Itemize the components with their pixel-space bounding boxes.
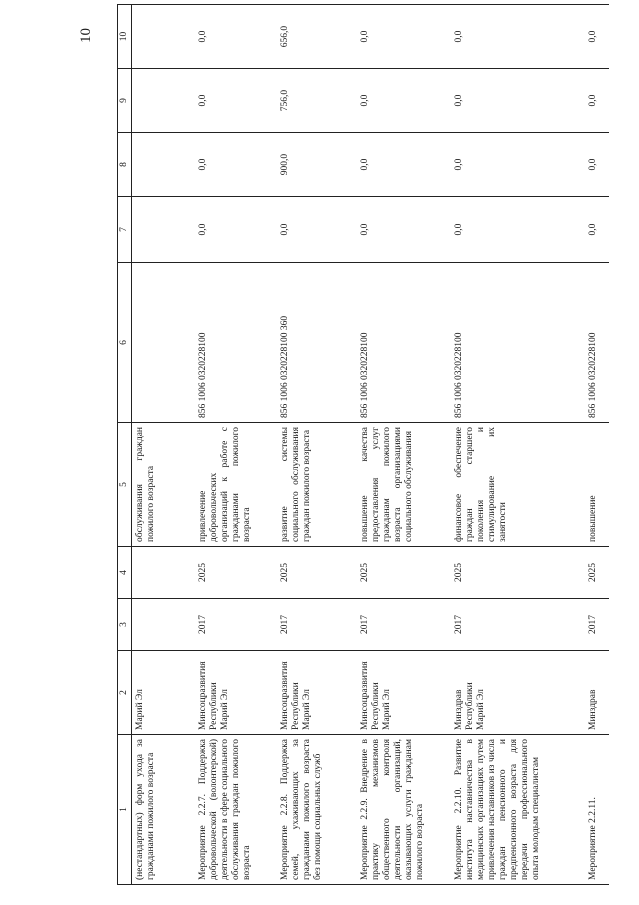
budget-code: 856 1006 0320228100 bbox=[357, 263, 451, 423]
header-row bbox=[118, 5, 132, 885]
table-row bbox=[195, 5, 277, 885]
expected-result: обслуживания граждан пожилого возраста bbox=[131, 423, 195, 547]
expected-result: развитие системы социального обслуживания граждан пожилого возраста bbox=[277, 423, 357, 547]
header-col-8: 8 bbox=[118, 133, 132, 197]
start-year: 2017 bbox=[585, 599, 609, 651]
header-col-6: 6 bbox=[118, 263, 132, 423]
header-col-4: 4 bbox=[118, 547, 132, 599]
page-number: 10 bbox=[78, 28, 94, 43]
header-col-7: 7 bbox=[118, 197, 132, 263]
event-name: (нестандартных) форм ухода за гражданами пожилого возраста bbox=[131, 735, 195, 885]
start-year: 2017 bbox=[195, 599, 277, 651]
value-col-10: 656,0 bbox=[277, 5, 357, 69]
table-row bbox=[277, 5, 357, 885]
value-col-10 bbox=[131, 5, 195, 69]
value-col-7: 0,0 bbox=[585, 197, 609, 263]
event-name: Мероприятие 2.2.9. Внедрение в практику механизмов общественного контроля деятельности организаций, оказывающих услуги гражданам пожилого возраста bbox=[357, 735, 451, 885]
header-col-2: 2 bbox=[118, 651, 132, 735]
value-col-9 bbox=[131, 69, 195, 133]
header-col-9: 9 bbox=[118, 69, 132, 133]
end-year: 2025 bbox=[357, 547, 451, 599]
start-year: 2017 bbox=[277, 599, 357, 651]
value-col-7: 0,0 bbox=[195, 197, 277, 263]
responsible-executor: Минсоцразвития Республики Марий Эл bbox=[357, 651, 451, 735]
event-name: Мероприятие 2.2.10. Развитие института наставничества в медицинских организациях путем привлечения наставников из числа граждан пенсионного и предпенсионного возраста для передачи профессионального опыта молодым специалистам bbox=[451, 735, 585, 885]
start-year: 2017 bbox=[451, 599, 585, 651]
value-col-9: 756,0 bbox=[277, 69, 357, 133]
event-name: Мероприятие 2.2.7. Поддержка добровольческой (волонтерской) деятельности в сфере социального обслуживания граждан пожилого возраста bbox=[195, 735, 277, 885]
responsible-executor: Минздрав bbox=[585, 651, 609, 735]
budget-code bbox=[131, 263, 195, 423]
value-col-7: 0,0 bbox=[451, 197, 585, 263]
table-row bbox=[585, 5, 609, 885]
value-col-8: 900,0 bbox=[277, 133, 357, 197]
expected-result: повышение качества предоставления услуг гражданам пожилого возраста организациями социального обслуживания bbox=[357, 423, 451, 547]
value-col-8: 0,0 bbox=[451, 133, 585, 197]
value-col-10: 0,0 bbox=[195, 5, 277, 69]
responsible-executor: Минсоцразвития Республики Марий Эл bbox=[277, 651, 357, 735]
program-table bbox=[117, 4, 609, 885]
header-col-5: 5 bbox=[118, 423, 132, 547]
table-row bbox=[451, 5, 585, 885]
start-year: 2017 bbox=[357, 599, 451, 651]
value-col-10: 0,0 bbox=[585, 5, 609, 69]
value-col-8: 0,0 bbox=[195, 133, 277, 197]
responsible-executor: Марий Эл bbox=[131, 651, 195, 735]
value-col-8 bbox=[131, 133, 195, 197]
start-year bbox=[131, 599, 195, 651]
header-col-10: 10 bbox=[118, 5, 132, 69]
responsible-executor: Минздрав Республики Марий Эл bbox=[451, 651, 585, 735]
header-col-1: 1 bbox=[118, 735, 132, 885]
budget-code: 856 1006 0320228100 360 bbox=[277, 263, 357, 423]
responsible-executor: Минсоцразвития Республики Марий Эл bbox=[195, 651, 277, 735]
event-name: Мероприятие 2.2.8. Поддержка семей, ухаживающих за гражданами пожилого возраста без помощи социальных служб bbox=[277, 735, 357, 885]
end-year: 2025 bbox=[585, 547, 609, 599]
value-col-10: 0,0 bbox=[357, 5, 451, 69]
table-row bbox=[131, 5, 195, 885]
value-col-9: 0,0 bbox=[585, 69, 609, 133]
rotated-table-container bbox=[117, 5, 609, 885]
expected-result: финансовое обеспечение граждан старшего поколения и стимулирование их занятости bbox=[451, 423, 585, 547]
value-col-10: 0,0 bbox=[451, 5, 585, 69]
end-year: 2025 bbox=[451, 547, 585, 599]
value-col-9: 0,0 bbox=[195, 69, 277, 133]
table-row bbox=[357, 5, 451, 885]
end-year: 2025 bbox=[195, 547, 277, 599]
event-name: Мероприятие 2.2.11. bbox=[585, 735, 609, 885]
value-col-7: 0,0 bbox=[357, 197, 451, 263]
expected-result: привлечение добровольческих организаций к работе с гражданами пожилого возраста bbox=[195, 423, 277, 547]
value-col-8: 0,0 bbox=[357, 133, 451, 197]
value-col-9: 0,0 bbox=[451, 69, 585, 133]
budget-code: 856 1006 0320228100 bbox=[585, 263, 609, 423]
value-col-7: 0,0 bbox=[277, 197, 357, 263]
value-col-7 bbox=[131, 197, 195, 263]
value-col-9: 0,0 bbox=[357, 69, 451, 133]
budget-code: 856 1006 0320228100 bbox=[195, 263, 277, 423]
value-col-8: 0,0 bbox=[585, 133, 609, 197]
end-year: 2025 bbox=[277, 547, 357, 599]
header-col-3: 3 bbox=[118, 599, 132, 651]
end-year bbox=[131, 547, 195, 599]
expected-result: повышение bbox=[585, 423, 609, 547]
budget-code: 856 1006 0320228100 bbox=[451, 263, 585, 423]
